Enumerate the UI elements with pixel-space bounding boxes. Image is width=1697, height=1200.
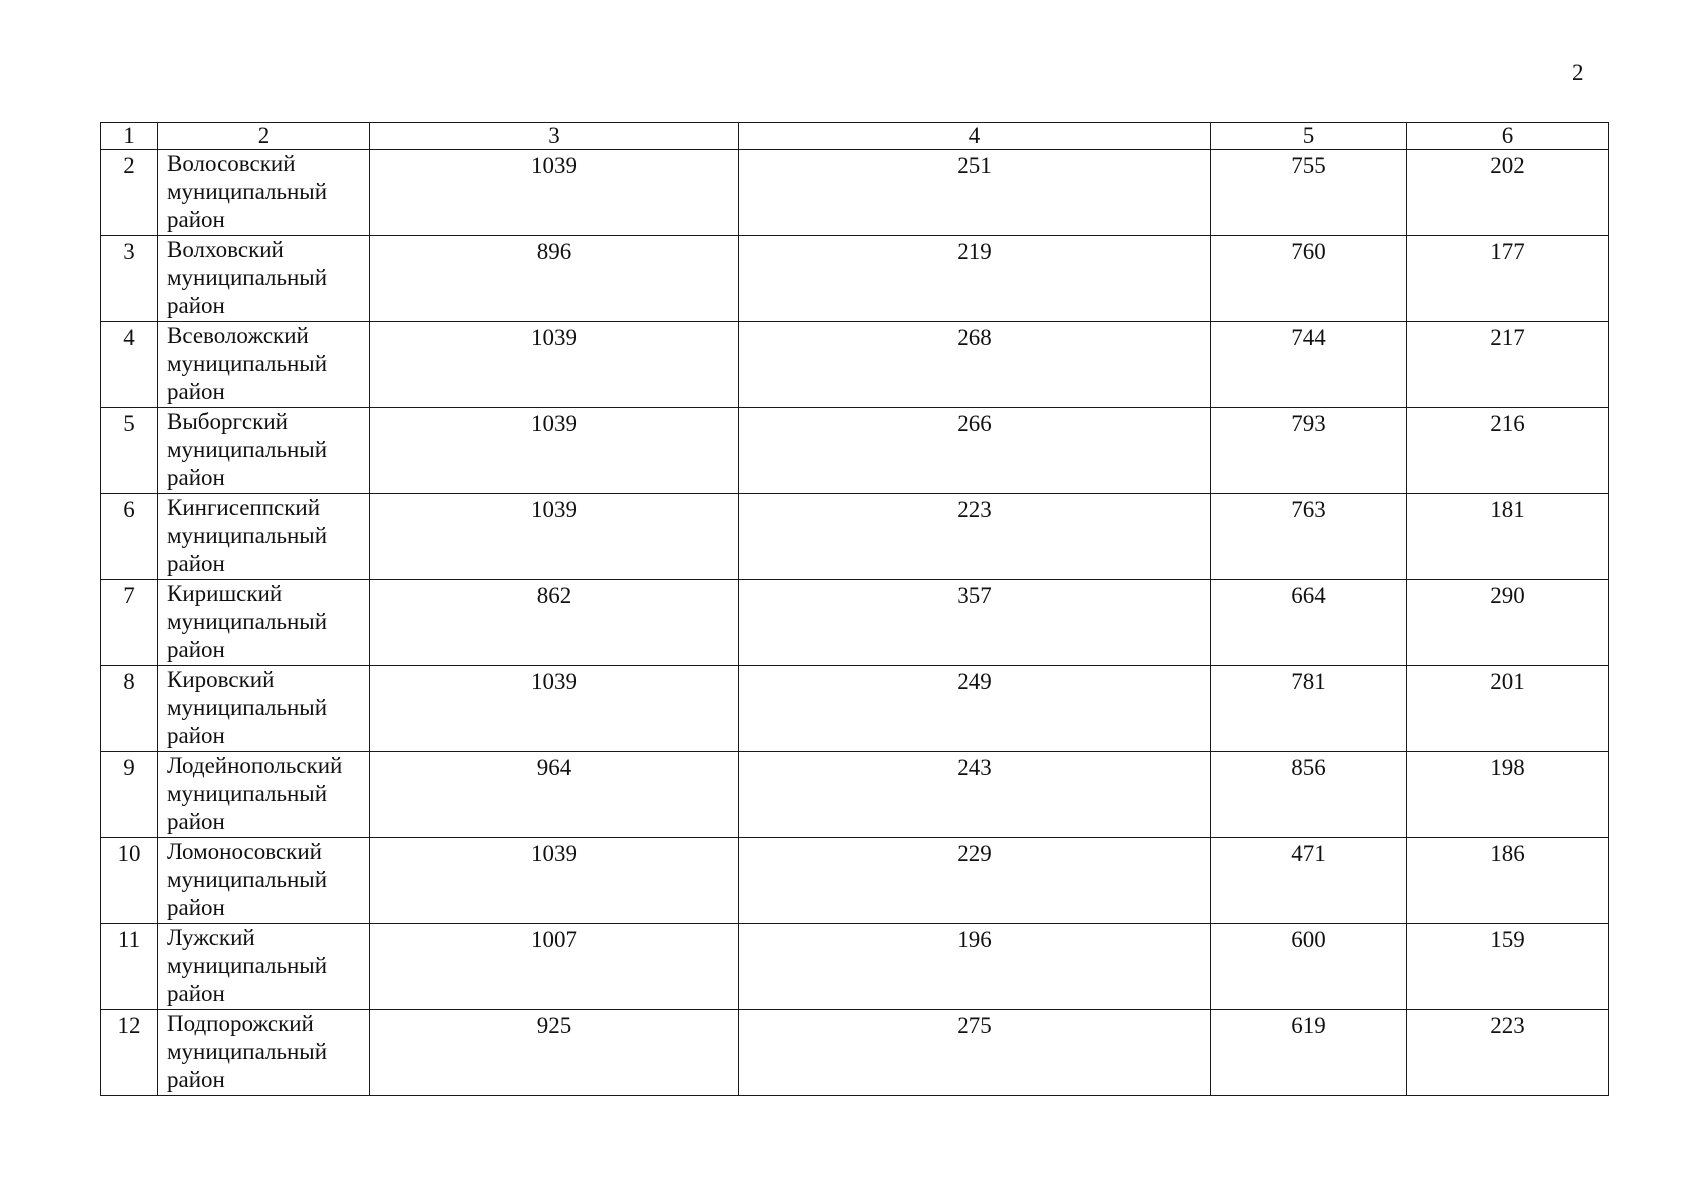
value-cell-col4-text: 243 [957,755,992,780]
district-name-line: район [167,465,225,490]
table-header-row [101,123,1609,150]
district-name-line: муниципальный [167,781,328,806]
row-number-cell [101,924,158,1010]
value-cell-col6 [1407,408,1609,494]
value-cell-col3-text: 1039 [531,669,577,694]
value-cell-col4 [739,150,1211,236]
district-name-line: Кировский [167,667,275,692]
district-name-line: Волховский [167,237,284,262]
value-cell-col4-text: 249 [957,669,992,694]
district-name-line: муниципальный [167,265,328,290]
value-cell-col4-text: 268 [957,325,992,350]
row-number-cell [101,580,158,666]
row-number-cell-text: 2 [123,153,135,178]
district-name-line: муниципальный [167,351,328,376]
district-name-line: Кингисеппский [167,495,321,520]
value-cell-col3 [370,924,739,1010]
value-cell-col5 [1211,408,1407,494]
value-cell-col5-text: 471 [1291,841,1326,866]
value-cell-col3-text: 1039 [531,411,577,436]
district-name-line: муниципальный [167,695,328,720]
district-name-cell [158,322,370,408]
value-cell-col5-text: 744 [1291,325,1326,350]
value-cell-col4 [739,322,1211,408]
table-row [101,924,1609,1010]
header-cell-1: 1 [101,123,158,150]
value-cell-col5-text: 664 [1291,583,1326,608]
value-cell-col3 [370,150,739,236]
district-name-line: район [167,981,225,1006]
value-cell-col6-text: 201 [1490,669,1525,694]
district-name-line: Волосовский [167,151,296,176]
value-cell-col4 [739,924,1211,1010]
district-name-cell [158,236,370,322]
district-name-line: район [167,723,225,748]
district-name-line: муниципальный [167,179,328,204]
value-cell-col4-text: 229 [957,841,992,866]
value-cell-col3 [370,1010,739,1096]
district-name-line: район [167,379,225,404]
value-cell-col5-text: 781 [1291,669,1326,694]
value-cell-col3-text: 896 [536,239,572,264]
value-cell-col4 [739,236,1211,322]
value-cell-col6 [1407,666,1609,752]
table-row [101,322,1609,408]
value-cell-col6-text: 159 [1490,927,1525,952]
value-cell-col5 [1211,666,1407,752]
value-cell-col6-text: 202 [1490,153,1525,178]
district-name-line: муниципальный [167,867,328,892]
value-cell-col6 [1407,838,1609,924]
header-cell-5: 5 [1211,123,1407,150]
value-cell-col4-text: 223 [957,497,992,522]
value-cell-col3-text: 1007 [531,927,577,952]
value-cell-col5 [1211,150,1407,236]
district-name-line: Лодейнопольский [167,753,343,778]
row-number-cell [101,322,158,408]
value-cell-col3-text: 1039 [531,325,577,350]
table-row [101,752,1609,838]
value-cell-col6-text: 198 [1490,755,1525,780]
district-name-cell [158,924,370,1010]
header-cell-6: 6 [1407,123,1609,150]
value-cell-col5-text: 600 [1291,927,1326,952]
value-cell-col3-text: 862 [536,583,572,608]
page-number: 2 [1572,60,1584,85]
district-name-line: муниципальный [167,523,328,548]
value-cell-col4 [739,752,1211,838]
value-cell-col4 [739,1010,1211,1096]
value-cell-col3-text: 1039 [531,841,577,866]
header-cell-2: 2 [158,123,370,150]
value-cell-col5 [1211,838,1407,924]
district-name-line: муниципальный [167,953,328,978]
table-row [101,494,1609,580]
value-cell-col4-text: 275 [957,1013,992,1038]
district-name-cell [158,1010,370,1096]
row-number-cell-text: 12 [117,1013,141,1038]
district-name-cell [158,666,370,752]
district-name-line: район [167,551,225,576]
value-cell-col3 [370,580,739,666]
value-cell-col4-text: 196 [957,927,992,952]
row-number-cell-text: 10 [117,841,141,866]
value-cell-col6 [1407,580,1609,666]
value-cell-col3 [370,322,739,408]
table-row [101,666,1609,752]
value-cell-col6-text: 223 [1490,1013,1525,1038]
row-number-cell-text: 6 [123,497,135,522]
table-row [101,838,1609,924]
district-name-line: район [167,809,225,834]
district-name-cell [158,150,370,236]
row-number-cell-text: 3 [123,239,135,264]
value-cell-col6 [1407,236,1609,322]
value-cell-col6-text: 217 [1490,325,1525,350]
data-table [100,122,1609,1096]
value-cell-col3-text: 1039 [531,497,577,522]
district-name-cell [158,408,370,494]
district-name-cell [158,838,370,924]
value-cell-col4-text: 219 [957,239,992,264]
value-cell-col3 [370,838,739,924]
value-cell-col5-text: 856 [1291,755,1326,780]
row-number-cell-text: 7 [123,583,135,608]
value-cell-col3 [370,408,739,494]
value-cell-col6-text: 290 [1490,583,1525,608]
district-name-line: район [167,637,225,662]
district-name-line: Подпорожский [167,1011,314,1036]
value-cell-col4 [739,408,1211,494]
district-name-line: муниципальный [167,437,328,462]
value-cell-col5 [1211,236,1407,322]
table-row [101,150,1609,236]
value-cell-col6-text: 216 [1490,411,1525,436]
district-name-line: район [167,293,225,318]
value-cell-col6 [1407,1010,1609,1096]
value-cell-col4 [739,666,1211,752]
row-number-cell [101,494,158,580]
header-cell-4: 4 [739,123,1211,150]
value-cell-col5 [1211,580,1407,666]
value-cell-col6 [1407,322,1609,408]
value-cell-col5-text: 619 [1291,1013,1326,1038]
value-cell-col4 [739,580,1211,666]
table-row [101,1010,1609,1096]
value-cell-col6-text: 186 [1490,841,1525,866]
table-row [101,408,1609,494]
table-body [101,123,1609,1096]
table-row [101,580,1609,666]
value-cell-col6-text: 177 [1490,239,1525,264]
row-number-cell-text: 4 [123,325,135,350]
row-number-cell-text: 11 [117,927,141,952]
value-cell-col3 [370,752,739,838]
value-cell-col4-text: 251 [957,153,992,178]
row-number-cell [101,752,158,838]
row-number-cell [101,666,158,752]
district-name-line: Лужский [167,925,255,950]
district-name-line: Ломоносовский [167,839,322,864]
value-cell-col4 [739,494,1211,580]
value-cell-col5 [1211,1010,1407,1096]
value-cell-col5 [1211,924,1407,1010]
header-cell-3: 3 [370,123,739,150]
row-number-cell-text: 9 [123,755,135,780]
value-cell-col5-text: 763 [1291,497,1326,522]
value-cell-col6 [1407,494,1609,580]
district-name-line: Всеволожский [167,323,309,348]
district-name-line: район [167,1067,225,1092]
row-number-cell [101,1010,158,1096]
value-cell-col3-text: 1039 [531,153,577,178]
row-number-cell [101,838,158,924]
row-number-cell [101,150,158,236]
value-cell-col6 [1407,752,1609,838]
value-cell-col4-text: 357 [957,583,992,608]
district-name-line: район [167,207,225,232]
value-cell-col3-text: 964 [536,755,572,780]
value-cell-col5-text: 760 [1291,239,1326,264]
value-cell-col5 [1211,494,1407,580]
value-cell-col3 [370,236,739,322]
value-cell-col6-text: 181 [1490,497,1525,522]
value-cell-col3 [370,666,739,752]
district-name-line: муниципальный [167,609,328,634]
district-name-line: Киришский [167,581,283,606]
value-cell-col5-text: 793 [1291,411,1326,436]
district-name-cell [158,494,370,580]
table-row [101,236,1609,322]
district-name-line: муниципальный [167,1039,328,1064]
district-name-cell [158,752,370,838]
row-number-cell [101,236,158,322]
value-cell-col6 [1407,150,1609,236]
value-cell-col6 [1407,924,1609,1010]
row-number-cell-text: 5 [123,411,135,436]
value-cell-col3-text: 925 [536,1013,572,1038]
value-cell-col3 [370,494,739,580]
district-name-cell [158,580,370,666]
row-number-cell-text: 8 [123,669,135,694]
district-name-line: район [167,895,225,920]
value-cell-col5 [1211,752,1407,838]
value-cell-col4 [739,838,1211,924]
row-number-cell [101,408,158,494]
value-cell-col5 [1211,322,1407,408]
value-cell-col4-text: 266 [957,411,992,436]
value-cell-col5-text: 755 [1291,153,1326,178]
district-name-line: Выборгский [167,409,288,434]
